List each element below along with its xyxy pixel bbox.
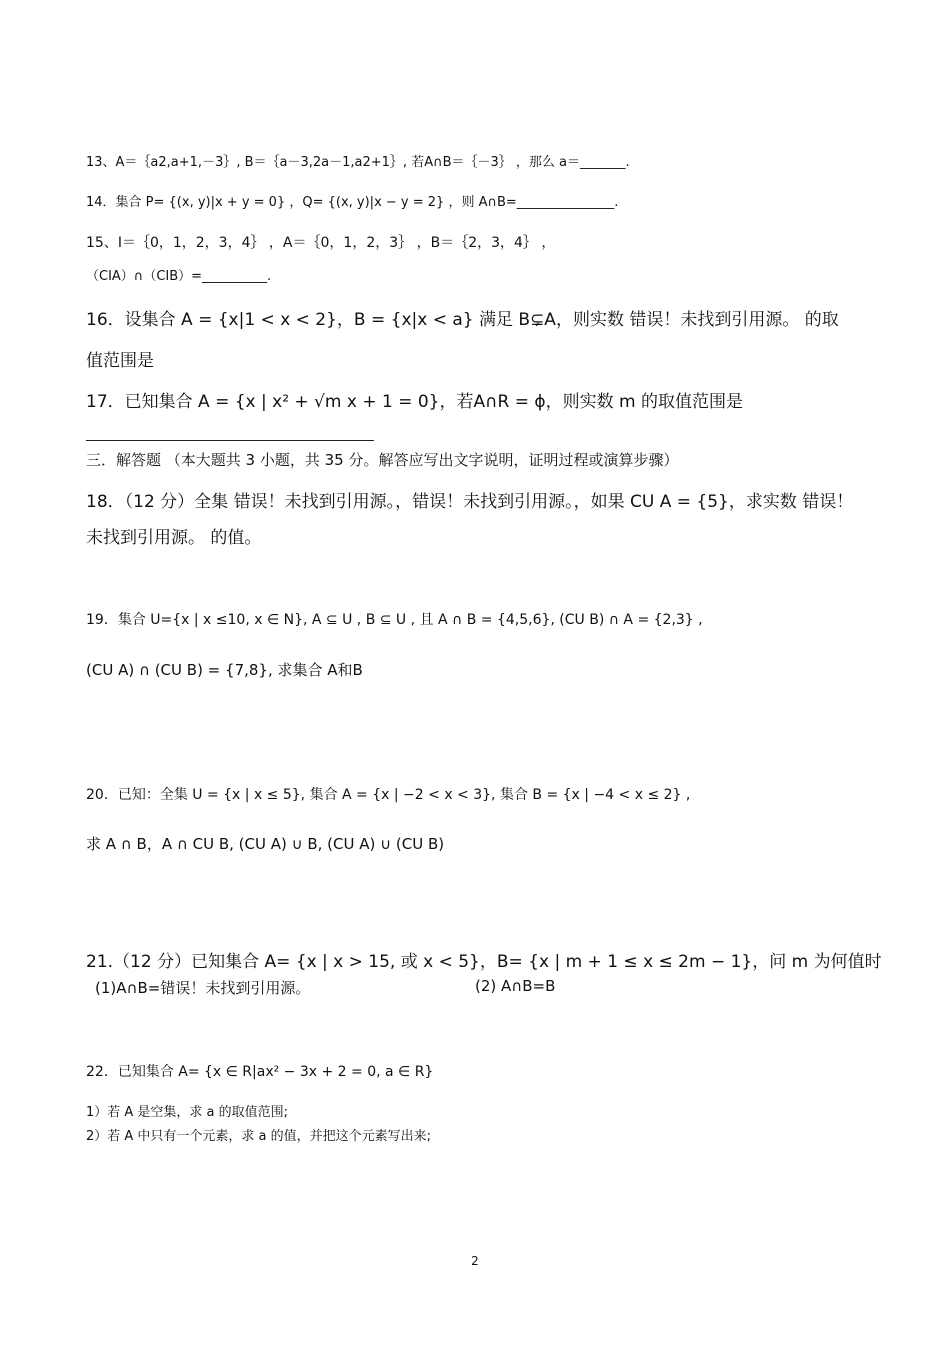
question-15-line-1: 15、I＝｛0，1，2，3，4｝ ，A＝｛0，1，2，3｝ ，B＝｛2，3，4｝ ， — [86, 235, 556, 251]
question-21-part-2: (2) A∩B=B — [475, 977, 556, 995]
question-19-line-1: 19．集合 U={x | x ≤10, x ∈ N}, A ⊆ U , B ⊆ U , 且 A ∩ B = {4,5,6}, (CU B) ∩ A = {2,3} , — [86, 612, 703, 628]
question-21-line-1: 21.（12 分）已知集合 A= {x | x > 15, 或 x < 5}，B= {x | m + 1 ≤ x ≤ 2m − 1}，问 m 为何值时 — [86, 952, 882, 972]
question-20-line-1: 20．已知：全集 U = {x | x ≤ 5}, 集合 A = {x | −2 < x < 3}, 集合 B = {x | −4 < x ≤ 2} , — [86, 787, 691, 803]
question-15-line-2: （CIA）∩（CIB）=__________. — [86, 269, 272, 284]
question-19-line-2: (CU A) ∩ (CU B) = {7,8}, 求集合 A和B — [86, 661, 363, 679]
question-16-line-2: 值范围是 — [86, 351, 154, 371]
question-18-line-1: 18．（12 分）全集 错误！未找到引用源。，错误！未找到引用源。，如果 CU A = {5}，求实数 错误！ — [86, 492, 854, 512]
section-3-heading: 三．解答题 （本大题共 3 小题，共 35 分。解答应写出文字说明，证明过程或演算步骤） — [86, 451, 679, 469]
question-22-sub-1: 1）若 A 是空集，求 a 的取值范围; — [86, 1105, 289, 1120]
answer-blank-line — [86, 440, 374, 441]
question-16-line-1: 16．设集合 A = {x|1 < x < 2}，B = {x|x < a} 满足 B⊊A，则实数 错误！未找到引用源。 的取 — [86, 310, 839, 330]
question-21-part-1: (1)A∩B=错误！未找到引用源。 — [95, 979, 311, 997]
question-20-line-2: 求 A ∩ B，A ∩ CU B, (CU A) ∪ B, (CU A) ∪ (CU B) — [86, 835, 445, 853]
question-17: 17．已知集合 A = {x | x² + √m x + 1 = 0}，若A∩R = ϕ，则实数 m 的取值范围是 — [86, 392, 743, 412]
question-13: 13、A＝｛a2,a+1,－3｝, B＝｛a－3,2a－1,a2+1｝, 若A∩B＝｛－3｝ ，那么 a＝_______. — [86, 155, 630, 170]
question-22-sub-2: 2）若 A 中只有一个元素，求 a 的值，并把这个元素写出来; — [86, 1129, 432, 1144]
page-number: 2 — [471, 1254, 479, 1268]
question-14: 14．集合 P= {(x, y)|x + y = 0} ，Q= {(x, y)|x − y = 2} ，则 A∩B=_______________. — [86, 195, 619, 210]
question-22: 22．已知集合 A= {x ∈ R|ax² − 3x + 2 = 0, a ∈ R} — [86, 1064, 434, 1080]
question-18-line-2: 未找到引用源。 的值。 — [86, 528, 262, 548]
